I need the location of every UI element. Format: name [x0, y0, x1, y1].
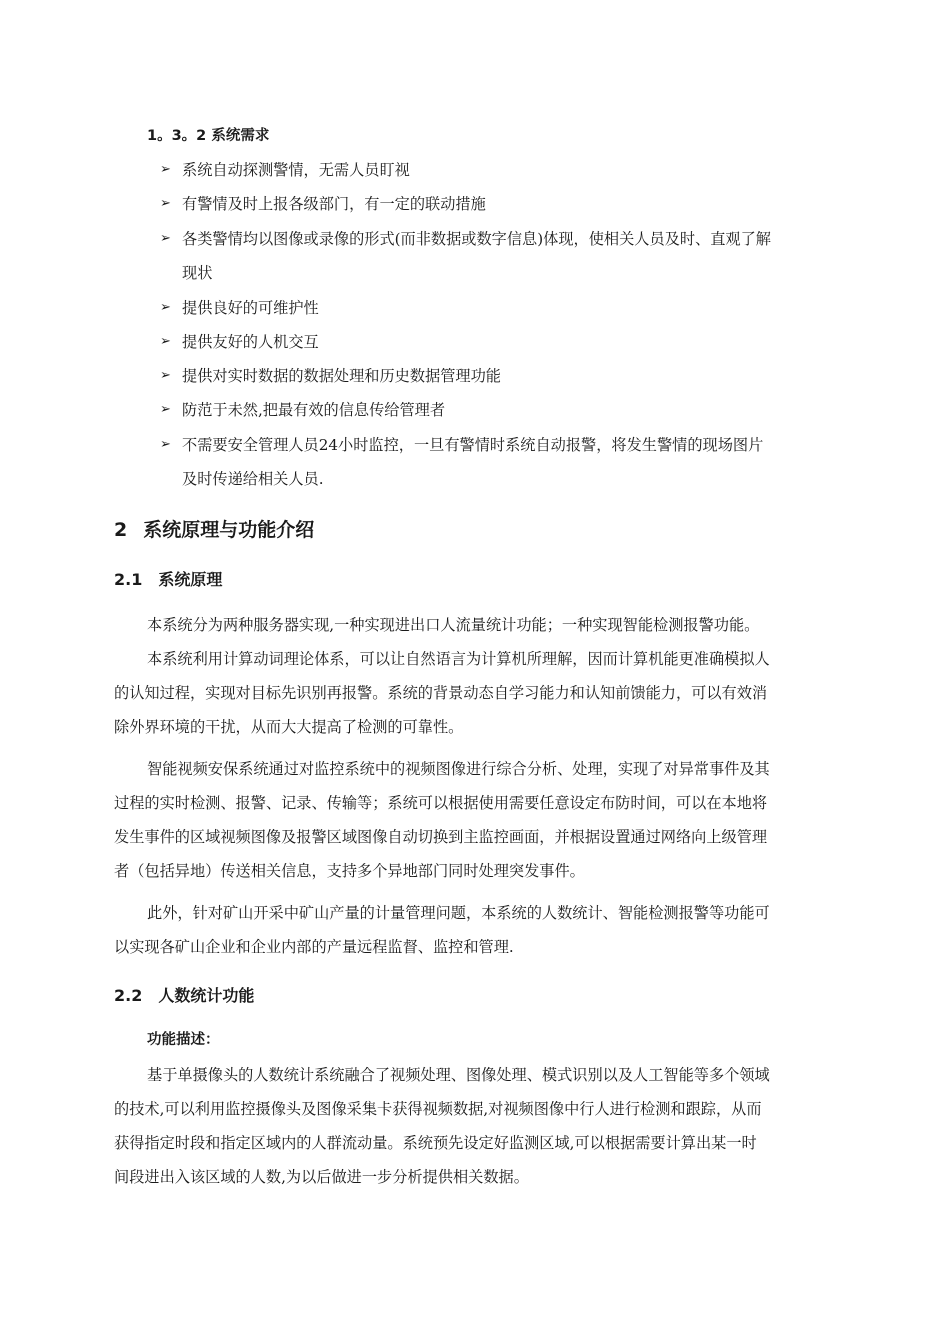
list-item: ➢ 不需要安全管理人员24小时监控，一旦有警情时系统自动报警，将发生警情的现场图片 及时传递给相关人员. [160, 428, 850, 496]
arrow-bullet-icon: ➢ [160, 196, 171, 211]
paragraph-line: 间段进出入该区域的人数,为以后做进一步分析提供相关数据。 [114, 1168, 529, 1186]
list-item: ➢ 提供良好的可维护性 [160, 291, 850, 325]
arrow-bullet-icon: ➢ [160, 300, 171, 315]
paragraph: 本系统分为两种服务器实现,一种实现进出口人流量统计功能；一种实现智能检测报警功能。 [147, 616, 760, 634]
list-item: ➢ 有警情及时上报各级部门，有一定的联动措施 [160, 187, 850, 221]
paragraph-line: 的技术,可以利用监控摄像头及图像采集卡获得视频数据,对视频图像中行人进行检测和跟踪，从而 [114, 1100, 762, 1118]
paragraph-line: 基于单摄像头的人数统计系统融合了视频处理、图像处理、模式识别以及人工智能等多个领域 [147, 1066, 770, 1084]
section-heading-2-2: 2.2 人数统计功能 [114, 986, 255, 1005]
arrow-bullet-icon: ➢ [160, 162, 171, 177]
section-heading-2-1: 2.1 系统原理 [114, 570, 223, 589]
section-heading-1-3-2: 1。3。2 系统需求 [147, 128, 270, 144]
arrow-bullet-icon: ➢ [160, 368, 171, 383]
paragraph-line: 除外界环境的干扰，从而大大提高了检测的可靠性。 [114, 718, 464, 736]
arrow-bullet-icon: ➢ [160, 437, 171, 452]
chapter-heading [114, 515, 314, 542]
list-item: ➢ 提供对实时数据的数据处理和历史数据管理功能 [160, 359, 850, 393]
subsection-label: 功能描述： [147, 1032, 220, 1048]
list-item: ➢ 提供友好的人机交互 [160, 325, 850, 359]
arrow-bullet-icon: ➢ [160, 231, 171, 246]
paragraph-line: 此外，针对矿山开采中矿山产量的计量管理问题，本系统的人数统计、智能检测报警等功能可 [147, 904, 770, 922]
chapter-title: 系统原理与功能介绍 [143, 519, 315, 541]
list-item: ➢ 防范于未然,把最有效的信息传给管理者 [160, 393, 850, 427]
list-item: ➢ 各类警情均以图像或录像的形式(而非数据或数字信息)体现，使相关人员及时、直观了解 现状 [160, 222, 850, 290]
list-item: ➢ 系统自动探测警情，无需人员盯视 [160, 153, 850, 187]
paragraph-line: 以实现各矿山企业和企业内部的产量远程监督、监控和管理. [114, 938, 514, 956]
chapter-number: 2 [114, 519, 128, 541]
paragraph-line: 过程的实时检测、报警、记录、传输等；系统可以根据使用需要任意设定布防时间，可以在本地将 [114, 794, 768, 812]
arrow-bullet-icon: ➢ [160, 402, 171, 417]
paragraph-line: 本系统利用计算动词理论体系，可以让自然语言为计算机所理解，因而计算机能更准确模拟人 [147, 650, 770, 668]
arrow-bullet-icon: ➢ [160, 334, 171, 349]
paragraph-line: 者（包括异地）传送相关信息，支持多个异地部门同时处理突发事件。 [114, 862, 585, 880]
paragraph-line: 的认知过程，实现对目标先识别再报警。系统的背景动态自学习能力和认知前馈能力，可以有效消 [114, 684, 768, 702]
paragraph-line: 发生事件的区域视频图像及报警区域图像自动切换到主监控画面，并根据设置通过网络向上级管理 [114, 828, 768, 846]
paragraph-line: 获得指定时段和指定区域内的人群流动量。系统预先设定好监测区域,可以根据需要计算出某一时 [114, 1134, 757, 1152]
paragraph-line: 智能视频安保系统通过对监控系统中的视频图像进行综合分析、处理，实现了对异常事件及其 [147, 760, 770, 778]
